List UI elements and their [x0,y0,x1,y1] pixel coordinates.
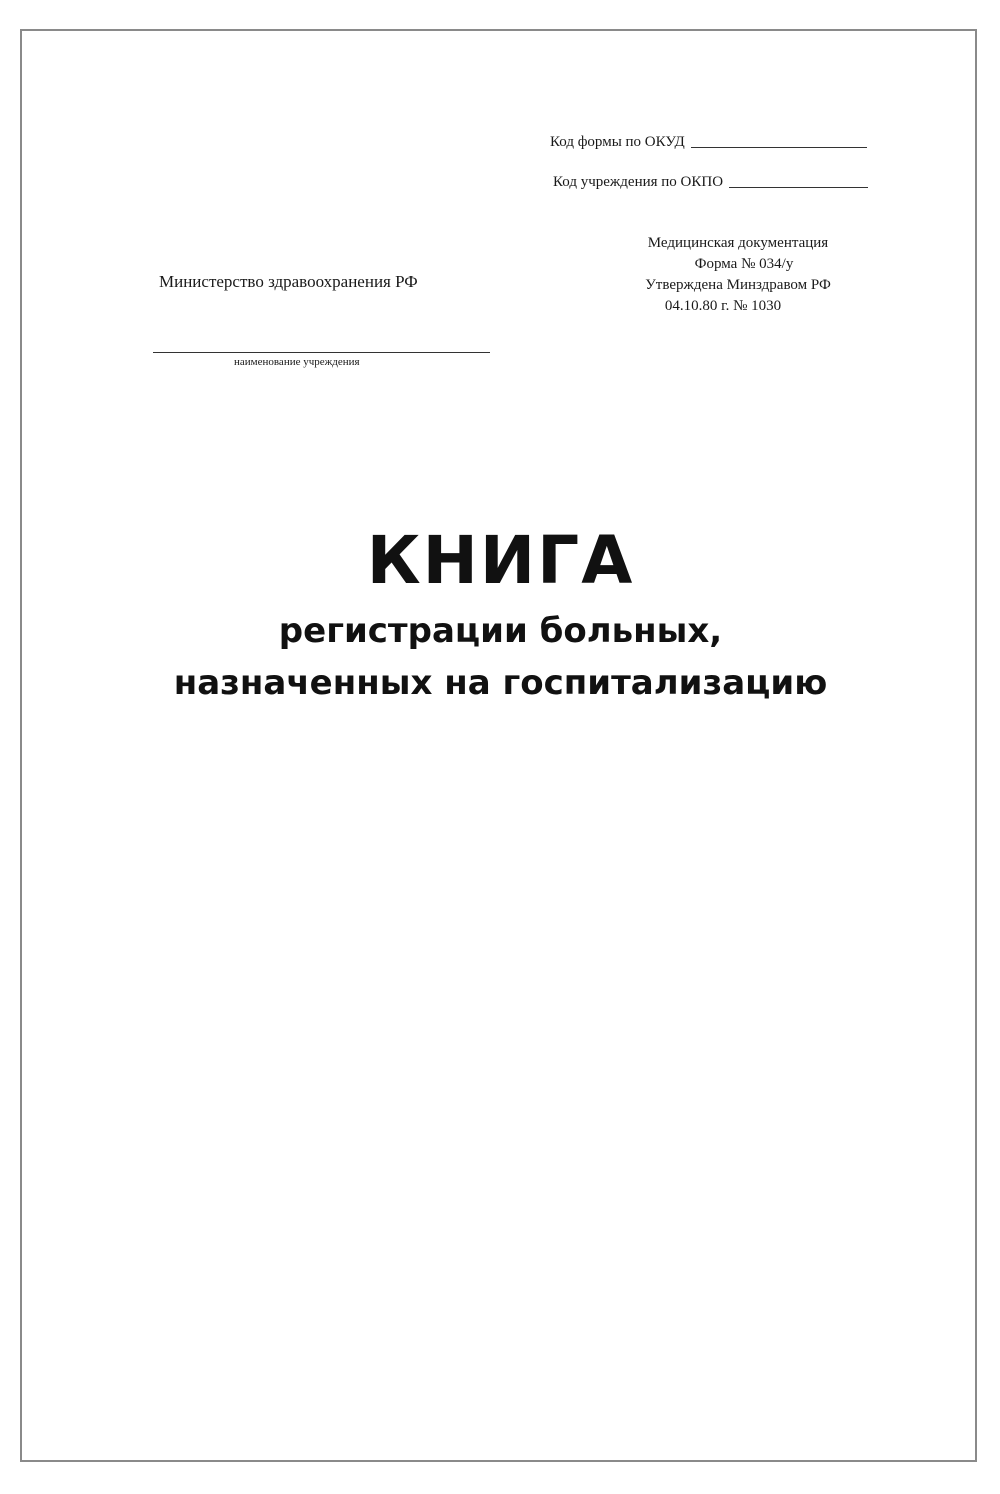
title-block [22,521,979,709]
okpo-label: Код учреждения по ОКПО [553,174,724,190]
document-page [20,29,977,1462]
okpo-blank-line [729,186,868,188]
approval-date: 04.10.80 г. № 1030 [664,298,782,314]
approval-line-1: Медицинская документация [647,235,829,251]
approval-line-3: Утверждена Минздравом РФ [645,277,831,293]
page-title: КНИГА [366,522,635,599]
approval-form-number: Форма № 034/у [694,256,794,272]
okud-code-field [550,134,867,151]
okud-label: Код формы по ОКУД [550,134,685,150]
subtitle-line-1: регистрации больных, [278,611,723,651]
okpo-code-field [553,174,868,191]
institution-blank-line [153,352,490,353]
institution-caption: наименование учреждения [234,356,360,368]
ministry-name: Министерство здравоохранения РФ [159,272,418,291]
approval-block [618,233,858,317]
okud-blank-line [691,146,867,148]
subtitle-line-2: назначенных на госпитализацию [173,663,828,703]
